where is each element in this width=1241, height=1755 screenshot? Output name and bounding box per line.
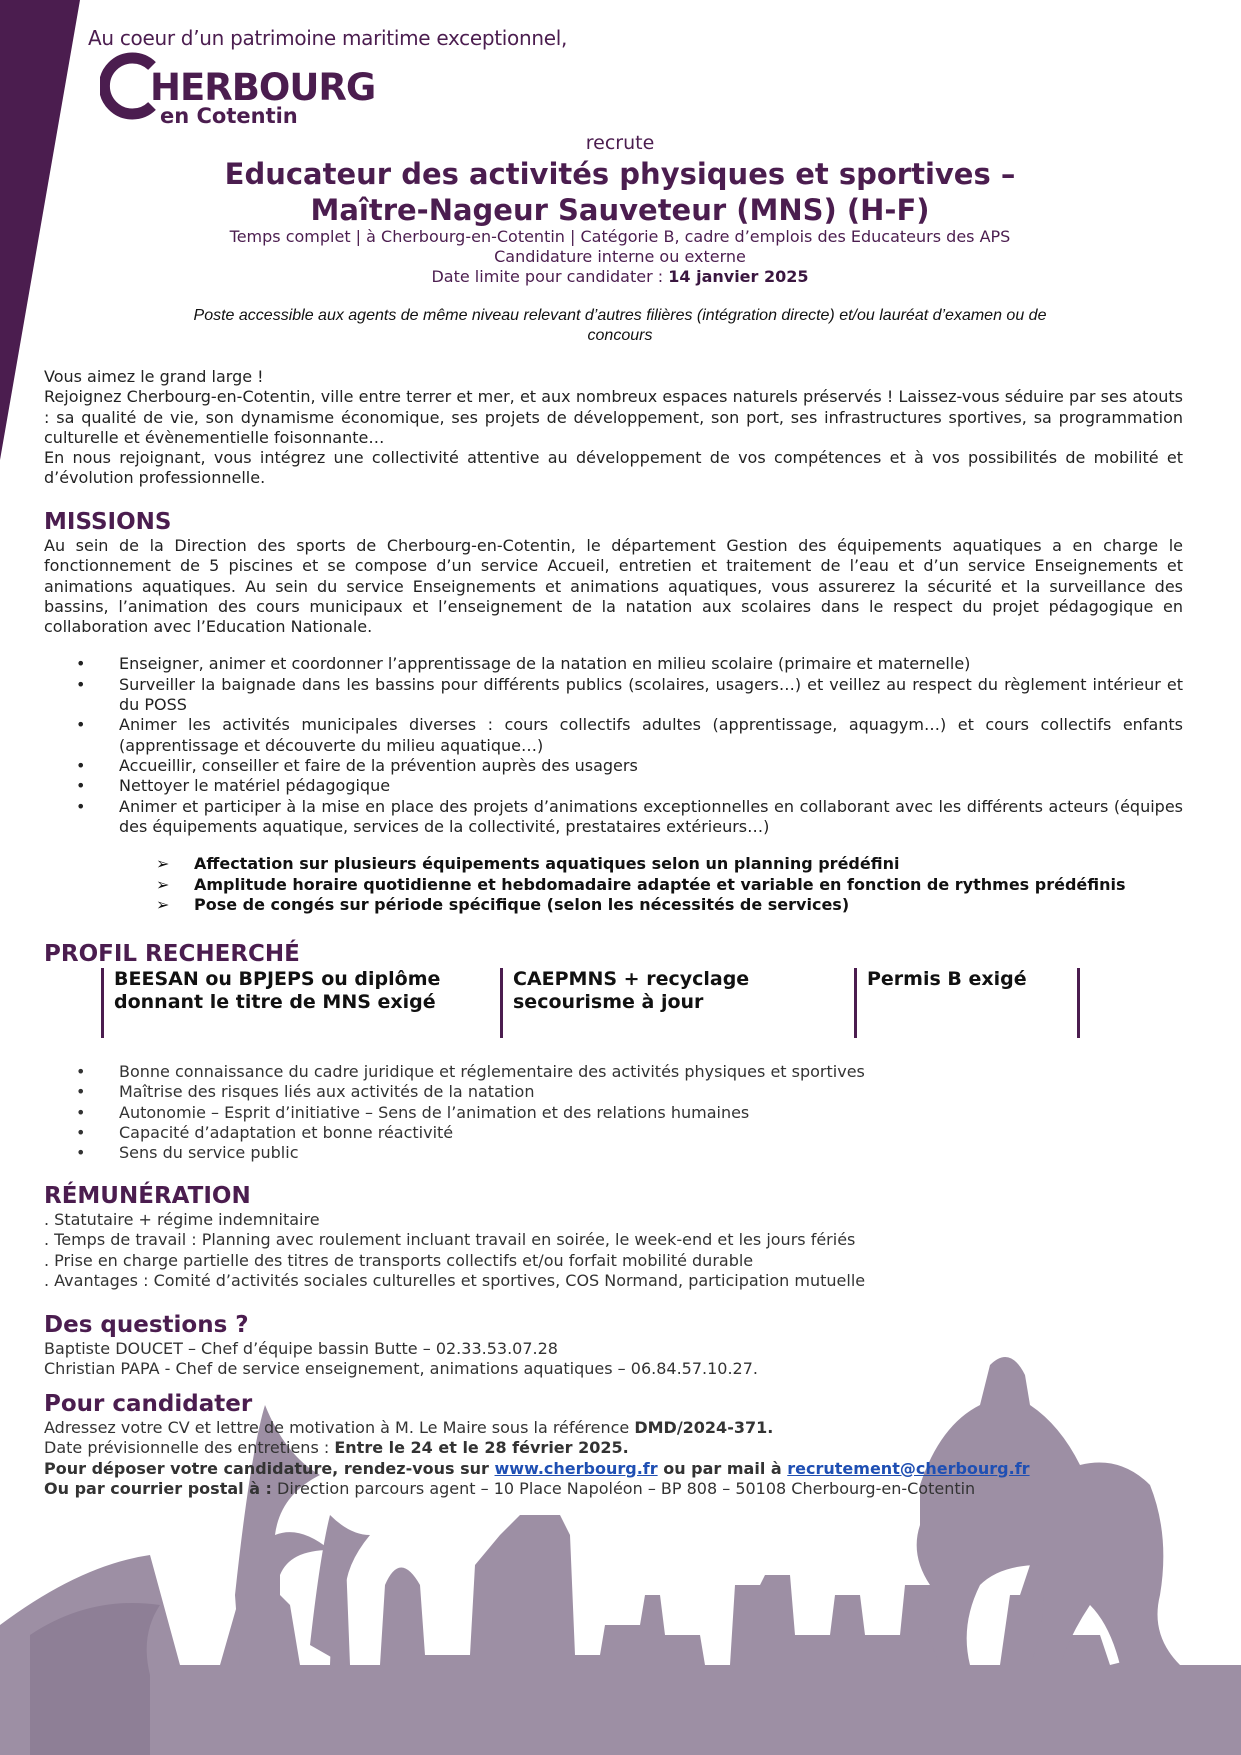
email-link[interactable]: recrutement@cherbourg.fr (787, 1458, 1030, 1478)
mission-item: • Animer et participer à la mise en place des projets d’animations exceptionnelles en collaborant avec les différents acteurs (équipes des équipements aquatique, services de la collectivité, prestataires extérieurs…) (44, 797, 1183, 838)
remuneration-line: . Avantages : Comité d’activités sociales culturelles et sportives, COS Normand, participation mutuelle (44, 1270, 866, 1290)
reference-code: DMD/2024-371. (634, 1418, 774, 1437)
interview-dates: Entre le 24 et le 28 février 2025. (334, 1438, 629, 1458)
tagline: Au coeur d’un patrimoine maritime exceptionnel, (88, 26, 568, 50)
apply-section (44, 1390, 1183, 1499)
skill-item: • Capacité d’adaptation et bonne réactivité (44, 1123, 1183, 1143)
questions-heading: Des questions ? (44, 1312, 249, 1338)
profile-skills (44, 1062, 1183, 1163)
mission-item: • Animer les activités municipales diverses : cours collectifs adultes (apprentissage, aquagym…) et cours collectifs enfants (apprentissage et découverte du milieu aquatique…) (44, 715, 1183, 756)
accessibility-note: Poste accessible aux agents de même niveau relevant d’autres filières (intégration directe) et/ou lauréat d’examen ou de concours (193, 307, 1047, 344)
job-subtitle: Temps complet | à Cherbourg-en-Cotentin | Catégorie B, cadre d’emplois des Educateurs des APS (229, 227, 1011, 246)
requirement-diploma: BEESAN ou BPJEPS ou diplôme donnant le titre de MNS exigé (101, 968, 494, 1038)
missions-heading: MISSIONS (44, 509, 172, 535)
skill-item: • Bonne connaissance du cadre juridique et réglementaire des activités physiques et sportives (44, 1062, 1183, 1082)
mission-item: • Surveiller la baignade dans les bassins pour différents publics (scolaires, usagers…) et veillez au respect du règlement intérieur et du POSS (44, 675, 1183, 716)
remuneration-line: . Statutaire + régime indemnitaire (44, 1210, 320, 1229)
job-title (150, 156, 1090, 228)
job-title-line2: Maître-Nageur Sauveteur (MNS) (H-F) (310, 193, 930, 227)
skill-item: • Sens du service public (44, 1143, 1183, 1163)
intro-paragraph-1: Rejoignez Cherbourg-en-Cotentin, ville entre terrer et mer, et aux nombreux espaces naturels préservés ! Laissez-vous séduire par ses atouts : sa qualité de vie, son dynamisme économique, ses projets de développement, son port, ses infrastructures sportives, sa programmation culturelle et évènementielle foisonnante… (44, 387, 1183, 447)
mission-item: • Accueillir, conseiller et faire de la prévention auprès des usagers (44, 756, 1183, 776)
contact-2: Christian PAPA - Chef de service enseignement, animations aquatiques – 06.84.57.10.27. (44, 1359, 758, 1379)
intro-paragraph-2: En nous rejoignant, vous intégrez une collectivité attentive au développement de vos compétences et à vos possibilités de mobilité et d’évolution professionnelle. (44, 448, 1183, 488)
condition-item: ➢ Amplitude horaire quotidienne et hebdomadaire adaptée et variable en fonction de rythmes prédéfinis (44, 875, 1183, 896)
deadline-label: Date limite pour candidater : (431, 267, 664, 286)
profile-heading: PROFIL RECHERCHÉ (44, 941, 300, 967)
apply-line-postal: Ou par courrier postal à : Direction parcours agent – 10 Place Napoléon – BP 808 – 50108 Cherbourg-en-Cotentin (44, 1478, 976, 1498)
missions-section (44, 508, 1183, 916)
condition-item: ➢ Affectation sur plusieurs équipements aquatiques selon un planning prédéfini (44, 854, 1183, 875)
deadline-value: 14 janvier 2025 (668, 267, 809, 286)
job-title-line1: Educateur des activités physiques et sportives – (224, 157, 1016, 191)
skill-item: • Autonomie – Esprit d’initiative – Sens de l’animation et des relations humaines (44, 1103, 1183, 1123)
logo-wordmark: HERBOURG (150, 66, 376, 109)
deadline (150, 267, 1090, 286)
questions-section (44, 1311, 1183, 1380)
requirement-certification: CAEPMNS + recyclage secourisme à jour (500, 968, 843, 1038)
requirement-license: Permis B exigé (854, 968, 1080, 1038)
candidature-type: Candidature interne ou externe (494, 247, 746, 266)
condition-item: ➢ Pose de congés sur période spécifique (selon les nécessités de services) (44, 895, 1183, 916)
remuneration-heading: RÉMUNÉRATION (44, 1183, 251, 1209)
intro-headline: Vous aimez le grand large ! (44, 367, 264, 386)
skill-item: • Maîtrise des risques liés aux activités de la natation (44, 1082, 1183, 1102)
apply-line-submit: Pour déposer votre candidature, rendez-vous sur www.cherbourg.fr ou par mail à recrutement@cherbourg.fr (44, 1458, 1030, 1478)
mission-item: • Nettoyer le matériel pédagogique (44, 776, 1183, 796)
recrute-label: recrute (585, 132, 655, 154)
profile-heading-block (44, 940, 1183, 968)
remuneration-line: . Temps de travail : Planning avec roulement incluant travail en soirée, le week-end et les jours fériés (44, 1230, 856, 1250)
intro-section (44, 367, 1183, 489)
postal-address: Direction parcours agent – 10 Place Napoléon – BP 808 – 50108 Cherbourg-en-Cotentin (277, 1478, 976, 1498)
apply-line-reference: Adressez votre CV et lettre de motivation à M. Le Maire sous la référence DMD/2024-371. (44, 1418, 774, 1437)
mission-item: • Enseigner, animer et coordonner l’apprentissage de la natation en milieu scolaire (primaire et maternelle) (44, 654, 1183, 674)
apply-line-interviews: Date prévisionnelle des entretiens : Entre le 24 et le 28 février 2025. (44, 1438, 629, 1458)
missions-text: Au sein de la Direction des sports de Cherbourg-en-Cotentin, le département Gestion des équipements aquatiques a en charge le fonctionnement de 5 piscines et se compose d’un service Accueil, entretien et traitement de l’eau et d’un service Enseignements et animations aquatiques. Au sein du service Enseignements et animations aquatiques, vous assurerez la sécurité et la surveillance des bassins, l’animation des cours municipaux et l’enseignement de la natation aux scolaires dans le respect du projet pédagogique en collaboration avec l’Education Nationale. (44, 536, 1183, 637)
logo-subtitle: en Cotentin (160, 104, 298, 128)
remuneration-section (44, 1182, 1183, 1291)
remuneration-line: . Prise en charge partielle des titres de transports collectifs et/ou forfait mobilité durable (44, 1250, 754, 1270)
website-link[interactable]: www.cherbourg.fr (494, 1458, 658, 1478)
apply-heading: Pour candidater (44, 1391, 253, 1417)
contact-1: Baptiste DOUCET – Chef d’équipe bassin Butte – 02.33.53.07.28 (44, 1339, 558, 1358)
